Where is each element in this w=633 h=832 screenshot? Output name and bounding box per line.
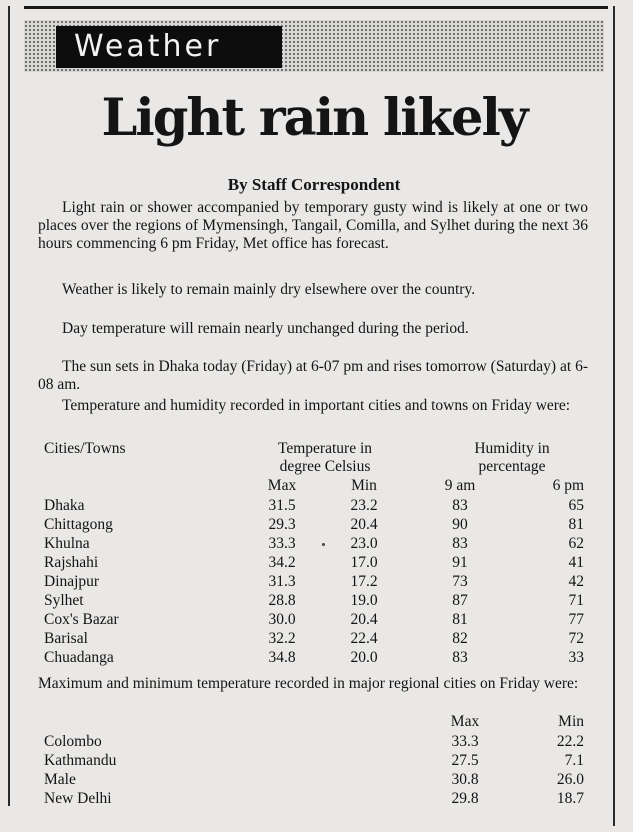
temp-max: 34.2 bbox=[268, 554, 296, 571]
paragraph-1: Light rain or shower accompanied by temporary gusty wind is likely at one or two places over the regions of Mymensingh, Tangail, Comilla, and Sylhet during the next 36 hours commencing 6 pm Friday, Met office has forecast. bbox=[38, 199, 588, 252]
temp-max: 33.3 bbox=[451, 733, 479, 750]
humidity-9am: 81 bbox=[452, 611, 468, 628]
humidity-9am: 73 bbox=[452, 573, 468, 590]
temp-min: 20.4 bbox=[350, 516, 378, 533]
column-header-temperature-unit: degree Celsius bbox=[279, 458, 371, 475]
temp-max: 33.3 bbox=[268, 535, 296, 552]
humidity-6pm: 72 bbox=[568, 630, 584, 647]
print-speck bbox=[322, 543, 325, 546]
humidity-6pm: 42 bbox=[568, 573, 584, 590]
column-rule-right bbox=[613, 6, 615, 826]
humidity-6pm: 33 bbox=[568, 649, 584, 666]
temp-max: 28.8 bbox=[268, 592, 296, 609]
temp-max: 27.5 bbox=[451, 752, 479, 769]
temp-max: 32.2 bbox=[268, 630, 296, 647]
temp-max: 29.8 bbox=[451, 790, 479, 807]
temp-min: 22.4 bbox=[350, 630, 378, 647]
city-name: Male bbox=[44, 771, 76, 788]
regional-subheader-min: Min bbox=[558, 713, 584, 730]
column-header-humidity-unit: percentage bbox=[478, 458, 546, 475]
temp-max: 30.8 bbox=[451, 771, 479, 788]
city-name: Khulna bbox=[44, 535, 90, 552]
temp-max: 34.8 bbox=[268, 649, 296, 666]
table-row bbox=[0, 554, 633, 573]
humidity-9am: 83 bbox=[452, 649, 468, 666]
city-name: Sylhet bbox=[44, 592, 84, 609]
paragraph-2: Weather is likely to remain mainly dry elsewhere over the country. bbox=[62, 281, 476, 298]
city-name: Chuadanga bbox=[44, 649, 114, 666]
temp-min: 18.7 bbox=[556, 790, 584, 807]
humidity-9am: 83 bbox=[452, 535, 468, 552]
humidity-6pm: 81 bbox=[568, 516, 584, 533]
humidity-6pm: 65 bbox=[568, 497, 584, 514]
temp-min: 17.2 bbox=[350, 573, 378, 590]
subheader-9am: 9 am bbox=[444, 477, 476, 494]
regional-intro: Maximum and minimum temperature recorded in major regional cities on Friday were: bbox=[38, 675, 579, 692]
city-name: Chittagong bbox=[44, 516, 113, 533]
city-name: New Delhi bbox=[44, 790, 112, 807]
column-rule-left bbox=[8, 6, 10, 806]
humidity-6pm: 71 bbox=[568, 592, 584, 609]
humidity-9am: 87 bbox=[452, 592, 468, 609]
table-row bbox=[0, 497, 633, 516]
table-row bbox=[0, 771, 633, 790]
column-header-city: Cities/Towns bbox=[44, 440, 126, 457]
table-row bbox=[0, 573, 633, 592]
city-name: Cox's Bazar bbox=[44, 611, 119, 628]
paragraph-5: Temperature and humidity recorded in important cities and towns on Friday were: bbox=[62, 397, 571, 414]
city-name: Kathmandu bbox=[44, 752, 117, 769]
subheader-6pm: 6 pm bbox=[552, 477, 584, 494]
temp-min: 7.1 bbox=[564, 752, 584, 769]
table-row bbox=[0, 592, 633, 611]
paragraph-4: The sun sets in Dhaka today (Friday) at 6-07 pm and rises tomorrow (Saturday) at 6-08 am. bbox=[38, 358, 588, 393]
humidity-9am: 82 bbox=[452, 630, 468, 647]
temp-min: 22.2 bbox=[556, 733, 584, 750]
temp-min: 20.4 bbox=[350, 611, 378, 628]
city-name: Dinajpur bbox=[44, 573, 100, 590]
byline: By Staff Correspondent bbox=[227, 175, 401, 194]
humidity-9am: 91 bbox=[452, 554, 468, 571]
temp-min: 17.0 bbox=[350, 554, 378, 571]
humidity-6pm: 77 bbox=[568, 611, 584, 628]
headline: Light rain likely bbox=[101, 88, 527, 148]
subheader-min: Min bbox=[351, 477, 377, 494]
table-row bbox=[0, 733, 633, 752]
table-row bbox=[0, 535, 633, 554]
temp-max: 29.3 bbox=[268, 516, 296, 533]
temp-min: 26.0 bbox=[556, 771, 584, 788]
subheader-max: Max bbox=[267, 477, 297, 494]
temp-max: 31.5 bbox=[268, 497, 296, 514]
section-label: Weather bbox=[56, 26, 282, 68]
table-row bbox=[0, 752, 633, 771]
temp-max: 31.3 bbox=[268, 573, 296, 590]
city-name: Barisal bbox=[44, 630, 88, 647]
temp-min: 23.2 bbox=[350, 497, 378, 514]
column-header-humidity: Humidity in bbox=[474, 440, 550, 457]
temp-min: 20.0 bbox=[350, 649, 378, 666]
temp-min: 23.0 bbox=[350, 535, 378, 552]
table-row bbox=[0, 516, 633, 535]
city-name: Rajshahi bbox=[44, 554, 99, 571]
humidity-9am: 83 bbox=[452, 497, 468, 514]
regional-subheader-max: Max bbox=[450, 713, 480, 730]
table-row bbox=[0, 790, 633, 809]
city-name: Dhaka bbox=[44, 497, 85, 514]
humidity-6pm: 41 bbox=[568, 554, 584, 571]
table-row bbox=[0, 630, 633, 649]
humidity-6pm: 62 bbox=[568, 535, 584, 552]
humidity-9am: 90 bbox=[452, 516, 468, 533]
city-name: Colombo bbox=[44, 733, 102, 750]
temp-min: 19.0 bbox=[350, 592, 378, 609]
paragraph-3: Day temperature will remain nearly unchanged during the period. bbox=[62, 320, 469, 337]
temp-max: 30.0 bbox=[268, 611, 296, 628]
top-rule bbox=[24, 6, 608, 9]
table-row bbox=[0, 611, 633, 630]
table-row bbox=[0, 649, 633, 668]
column-header-temperature: Temperature in bbox=[277, 440, 373, 457]
